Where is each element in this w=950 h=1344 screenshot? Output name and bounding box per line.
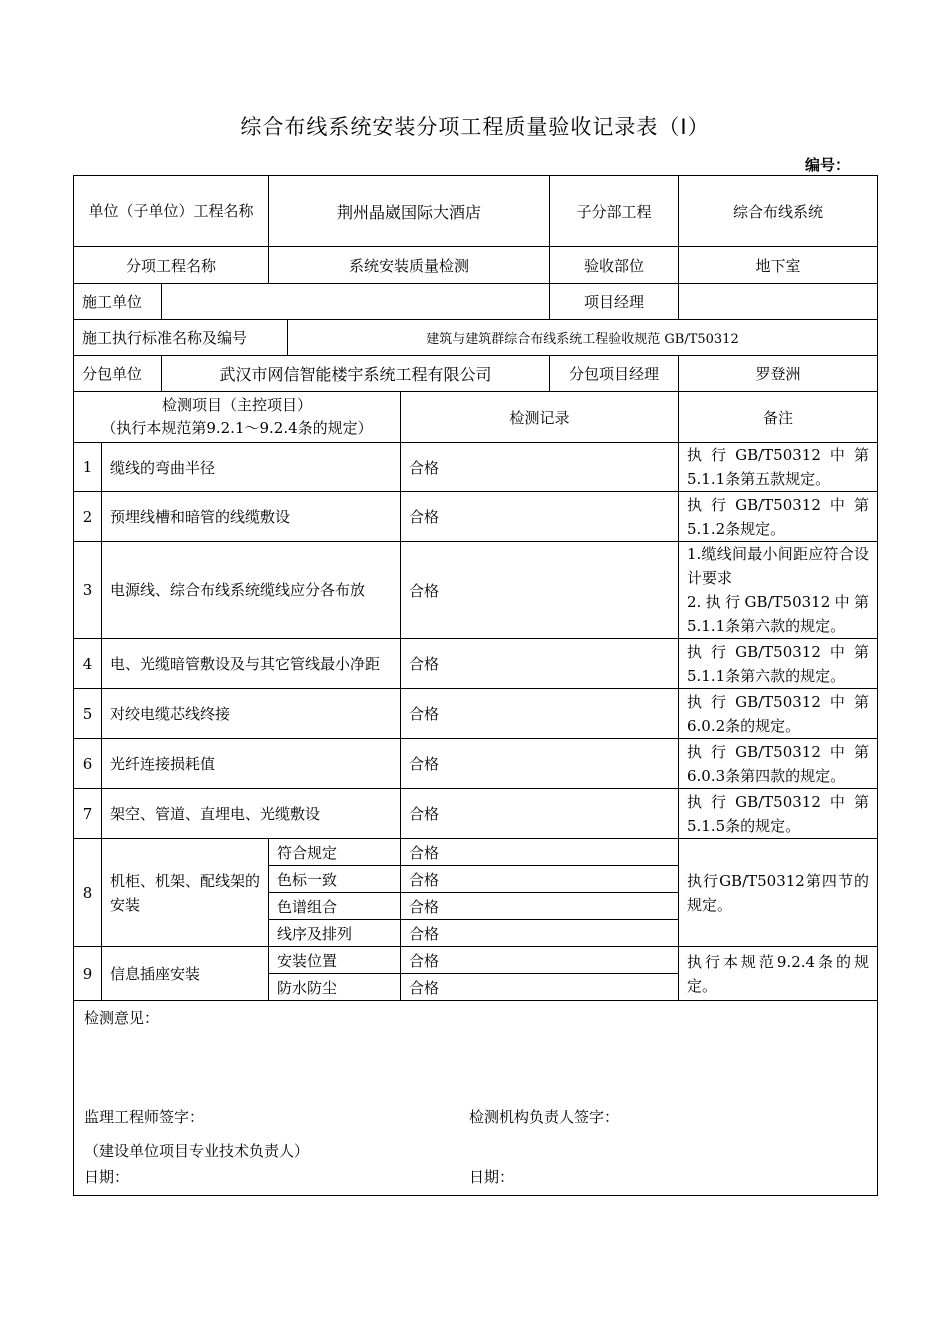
sub-item-name: 色标一致: [269, 866, 401, 893]
row-record: 合格: [401, 443, 679, 492]
project-manager-value: [679, 284, 878, 320]
sub-item-record: 合格: [401, 866, 679, 893]
table-row: [74, 839, 878, 866]
row-number: 4: [74, 639, 102, 689]
row-number: 8: [74, 839, 102, 947]
row-number: 2: [74, 492, 102, 542]
row-number: 6: [74, 739, 102, 789]
subcontract-label: 分包单位: [74, 356, 162, 392]
sub-item-record: 合格: [401, 920, 679, 947]
sub-item-record: 合格: [401, 839, 679, 866]
row-item: 架空、管道、直埋电、光缆敷设: [102, 789, 401, 839]
table-row: [74, 789, 878, 839]
row-remark: 执行GB/T50312中第6.0.2条的规定。: [679, 689, 878, 739]
item-name-value: 系统安装质量检测: [269, 247, 550, 284]
column-header-item-line1: 检测项目（主控项目）: [161, 396, 312, 414]
row-item: 机柜、机架、配线架的安装: [102, 839, 269, 947]
doc-number-label: 编号：: [804, 156, 850, 174]
row-item: 预埋线槽和暗管的线缆敷设: [102, 492, 401, 542]
row-record: 合格: [401, 492, 679, 542]
acceptance-part-value: 地下室: [679, 247, 878, 284]
row-number: 7: [74, 789, 102, 839]
column-header-remark: 备注: [679, 392, 878, 443]
row-remark: 执行GB/T50312中第5.1.2条规定。: [679, 492, 878, 542]
owner-tech-lead-note: （建设单位项目专业技术负责人）: [84, 1142, 310, 1160]
row-remark: [679, 542, 878, 639]
acceptance-record-table: [73, 175, 878, 1196]
table-row: [74, 947, 878, 974]
sub-item-record: 合格: [401, 947, 679, 974]
row-remark-line2: 2.执行GB/T50312中第5.1.1条第六款的规定。: [687, 593, 869, 635]
row-remark: 执行GB/T50312中第6.0.3条第四款的规定。: [679, 739, 878, 789]
column-header-item: [74, 392, 401, 443]
row-record: 合格: [401, 639, 679, 689]
table-row: [74, 689, 878, 739]
row-remark: 执行GB/T50312中第5.1.5条的规定。: [679, 789, 878, 839]
row-record: 合格: [401, 789, 679, 839]
row-item: 信息插座安装: [102, 947, 269, 1001]
table-row: [74, 739, 878, 789]
sub-item-record: 合格: [401, 893, 679, 920]
sub-item-name: 色谱组合: [269, 893, 401, 920]
supervisor-signature-label: 监理工程师签字：: [84, 1108, 205, 1126]
row-remark: 执行本规范9.2.4条的规定。: [679, 947, 878, 1001]
subcontract-pm-value: 罗登洲: [679, 356, 878, 392]
unit-label: 单位（子单位）工程名称: [74, 176, 269, 247]
row-item: 光纤连接损耗值: [102, 739, 401, 789]
table-row: [74, 492, 878, 542]
row-remark: 执行GB/T50312中第5.1.1条第六款的规定。: [679, 639, 878, 689]
sub-item-name: 线序及排列: [269, 920, 401, 947]
row-remark: 执行GB/T50312中第5.1.1条第五款规定。: [679, 443, 878, 492]
acceptance-part-label: 验收部位: [550, 247, 679, 284]
subsection-label: 子分部工程: [550, 176, 679, 247]
standard-label: 施工执行标准名称及编号: [74, 320, 288, 356]
inspector-signature-label: 检测机构负责人签字：: [469, 1108, 620, 1126]
subcontract-pm-label: 分包项目经理: [550, 356, 679, 392]
column-header-record: 检测记录: [401, 392, 679, 443]
sub-item-name: 符合规定: [269, 839, 401, 866]
row-remark-line1: 1.缆线间最小间距应符合设计要求: [687, 545, 869, 587]
date-left-label: 日期：: [84, 1168, 130, 1186]
subcontract-value: 武汉市网信智能楼宇系统工程有限公司: [162, 356, 550, 392]
row-record: 合格: [401, 689, 679, 739]
page-title: 综合布线系统安装分项工程质量验收记录表（Ⅰ）: [240, 115, 710, 139]
row-item: 电源线、综合布线系统缆线应分各布放: [102, 542, 401, 639]
opinion-label: 检测意见：: [84, 1009, 160, 1027]
row-remark: 执行GB/T50312第四节的规定。: [679, 839, 878, 947]
unit-value: 荆州晶崴国际大酒店: [269, 176, 550, 247]
row-number: 5: [74, 689, 102, 739]
project-manager-label: 项目经理: [550, 284, 679, 320]
row-item: 电、光缆暗管敷设及与其它管线最小净距: [102, 639, 401, 689]
construction-unit-value: [162, 284, 550, 320]
construction-unit-label: 施工单位: [74, 284, 162, 320]
row-number: 9: [74, 947, 102, 1001]
table-row: [74, 542, 878, 639]
row-number: 1: [74, 443, 102, 492]
table-row: [74, 443, 878, 492]
date-right-label: 日期：: [469, 1168, 515, 1186]
row-number: 3: [74, 542, 102, 639]
row-record: 合格: [401, 542, 679, 639]
subsection-value: 综合布线系统: [679, 176, 878, 247]
sub-item-name: 防水防尘: [269, 974, 401, 1001]
column-header-item-line2: （执行本规范第9.2.1～9.2.4条的规定）: [101, 419, 373, 437]
row-item: 缆线的弯曲半径: [102, 443, 401, 492]
opinion-section: [74, 1001, 878, 1196]
sub-item-record: 合格: [401, 974, 679, 1001]
standard-value: 建筑与建筑群综合布线系统工程验收规范 GB/T50312: [288, 320, 878, 356]
table-row: [74, 639, 878, 689]
item-name-label: 分项工程名称: [74, 247, 269, 284]
row-item: 对绞电缆芯线终接: [102, 689, 401, 739]
sub-item-name: 安装位置: [269, 947, 401, 974]
row-record: 合格: [401, 739, 679, 789]
